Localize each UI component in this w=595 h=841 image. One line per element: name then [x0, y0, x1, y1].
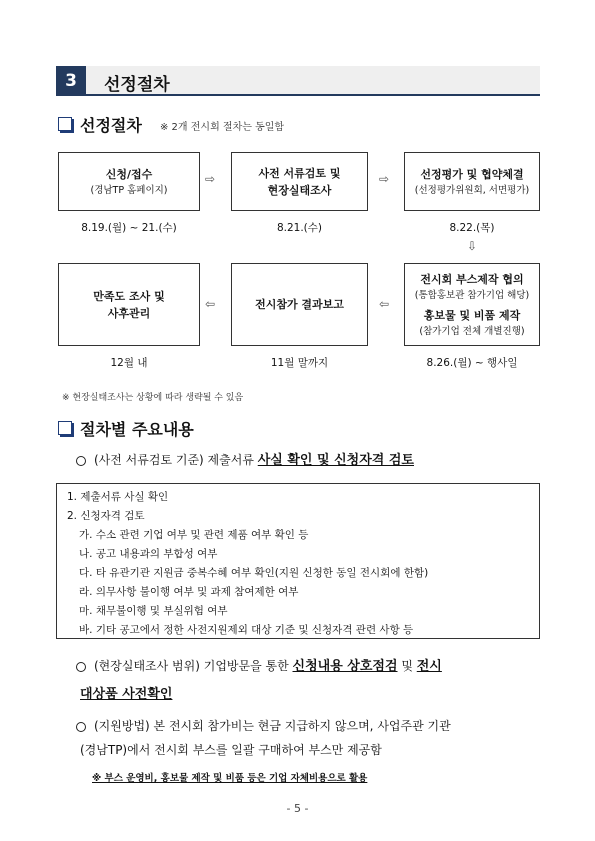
- arrow-right-icon: ⇨: [379, 172, 390, 186]
- bullet-highlight: 전시: [416, 659, 442, 674]
- bullet-text: 및: [397, 659, 417, 673]
- bullet-highlight: 신청내용 상호점검: [292, 659, 398, 674]
- bullet-text: (지원방법) 본 전시회 참가비는 현금 지급하지 않으며, 사업주관 기관: [94, 719, 451, 733]
- checkbox-square-icon: [58, 421, 72, 435]
- flow-date: 8.19.(월) ~ 21.(수): [81, 222, 177, 234]
- subheading-details: 절차별 주요내용: [80, 420, 194, 439]
- subheading-procedure: 선정절차: [80, 116, 142, 135]
- section-number: 3: [56, 66, 86, 96]
- flow-date: 8.22.(목): [449, 222, 495, 234]
- flow-date: 11월 말까지: [270, 357, 329, 369]
- flow-date: 12월 내: [110, 357, 148, 369]
- flow-box-main-text: 전시회 부스제작 협의: [420, 272, 524, 286]
- flow-box-result-report: [231, 263, 368, 346]
- bullet-support-method-line2: (경남TP)에서 전시회 부스를 일괄 구매하여 부스만 제공함: [80, 743, 382, 757]
- list-item: 나. 공고 내용과의 부합성 여부: [79, 548, 218, 560]
- arrow-left-icon: ⇦: [379, 297, 390, 311]
- bullet-highlight: 사실 확인 및 신청자격 검토: [257, 453, 414, 468]
- flow-box-main-text: 선정평가 및 협약체결: [420, 167, 524, 181]
- circle-bullet-icon: [76, 456, 86, 466]
- review-criteria-box: [56, 483, 540, 639]
- flow-box-main-text: 현장실태조사: [267, 183, 332, 197]
- checkbox-square-icon: [58, 117, 72, 131]
- flow-box-main-text: 사전 서류검토 및: [258, 166, 341, 180]
- list-item: 가. 수소 관련 기업 여부 및 관련 제품 여부 확인 등: [79, 529, 309, 541]
- list-item: 바. 기타 공고에서 정한 사전지원제외 대상 기준 및 신청자격 관련 사항 등: [79, 624, 414, 636]
- flow-date: 8.21.(수): [276, 222, 323, 234]
- bullet-text: (사전 서류검토 기준) 제출서류: [94, 453, 258, 467]
- page-number: - 5 -: [286, 802, 309, 815]
- flow-box-booth-production: [404, 263, 540, 346]
- flow-box-main-text: 신청/접수: [105, 167, 153, 181]
- flow-box-sub-text: (경남TP 홈페이지): [90, 184, 168, 196]
- flow-box-main-text: 사후관리: [107, 306, 151, 320]
- flow-box-document-review: [231, 152, 368, 211]
- flow-box-application: [58, 152, 200, 211]
- bullet-highlight: 대상품 사전확인: [80, 687, 173, 702]
- bullet-text: (현장실태조사 범위) 기업방문을 통한: [94, 659, 293, 673]
- footnote: ※ 부스 운영비, 홍보물 제작 및 비품 등은 기업 자체비용으로 활용: [92, 773, 368, 784]
- circle-bullet-icon: [76, 662, 86, 672]
- list-item: 다. 타 유관기관 지원금 중복수혜 여부 확인(지원 신청한 동일 전시회에 한함): [79, 567, 429, 579]
- circle-bullet-icon: [76, 722, 86, 732]
- flow-note: ※ 현장실태조사는 상황에 따라 생략될 수 있음: [62, 393, 244, 403]
- bullet-support-method: [76, 716, 451, 736]
- list-item: 2. 신청자격 검토: [67, 510, 145, 522]
- flow-box-evaluation: [404, 152, 540, 211]
- bullet-site-inspection-line2: [80, 684, 172, 705]
- flow-box-main-text: 홍보물 및 비품 제작: [423, 308, 521, 322]
- subheading-note: ※ 2개 전시회 절차는 동일함: [160, 122, 285, 133]
- flow-box-sub-text: (선정평가위원회, 서면평가): [414, 184, 530, 196]
- flow-date: 8.26.(월) ~ 행사일: [426, 357, 518, 369]
- flow-box-sub-text: (통합홍보관 참가기업 해당): [414, 289, 530, 301]
- arrow-right-icon: ⇨: [205, 172, 216, 186]
- arrow-down-icon: ⇩: [467, 239, 478, 253]
- flow-box-aftercare: [58, 263, 200, 346]
- flow-box-main-text: 만족도 조사 및: [93, 289, 165, 303]
- list-item: 마. 채무불이행 및 부실위험 여부: [79, 605, 228, 617]
- bullet-site-inspection: [76, 656, 442, 677]
- arrow-left-icon: ⇦: [205, 297, 216, 311]
- list-item: 1. 제출서류 사실 확인: [67, 491, 169, 503]
- flow-box-main-text: 전시참가 결과보고: [255, 298, 344, 311]
- flow-box-sub-text: (참가기업 전체 개별진행): [419, 325, 525, 337]
- list-item: 라. 의무사항 불이행 여부 및 과제 참여제한 여부: [79, 586, 299, 598]
- section-title: 선정절차: [104, 75, 170, 95]
- bullet-document-review: [76, 450, 414, 471]
